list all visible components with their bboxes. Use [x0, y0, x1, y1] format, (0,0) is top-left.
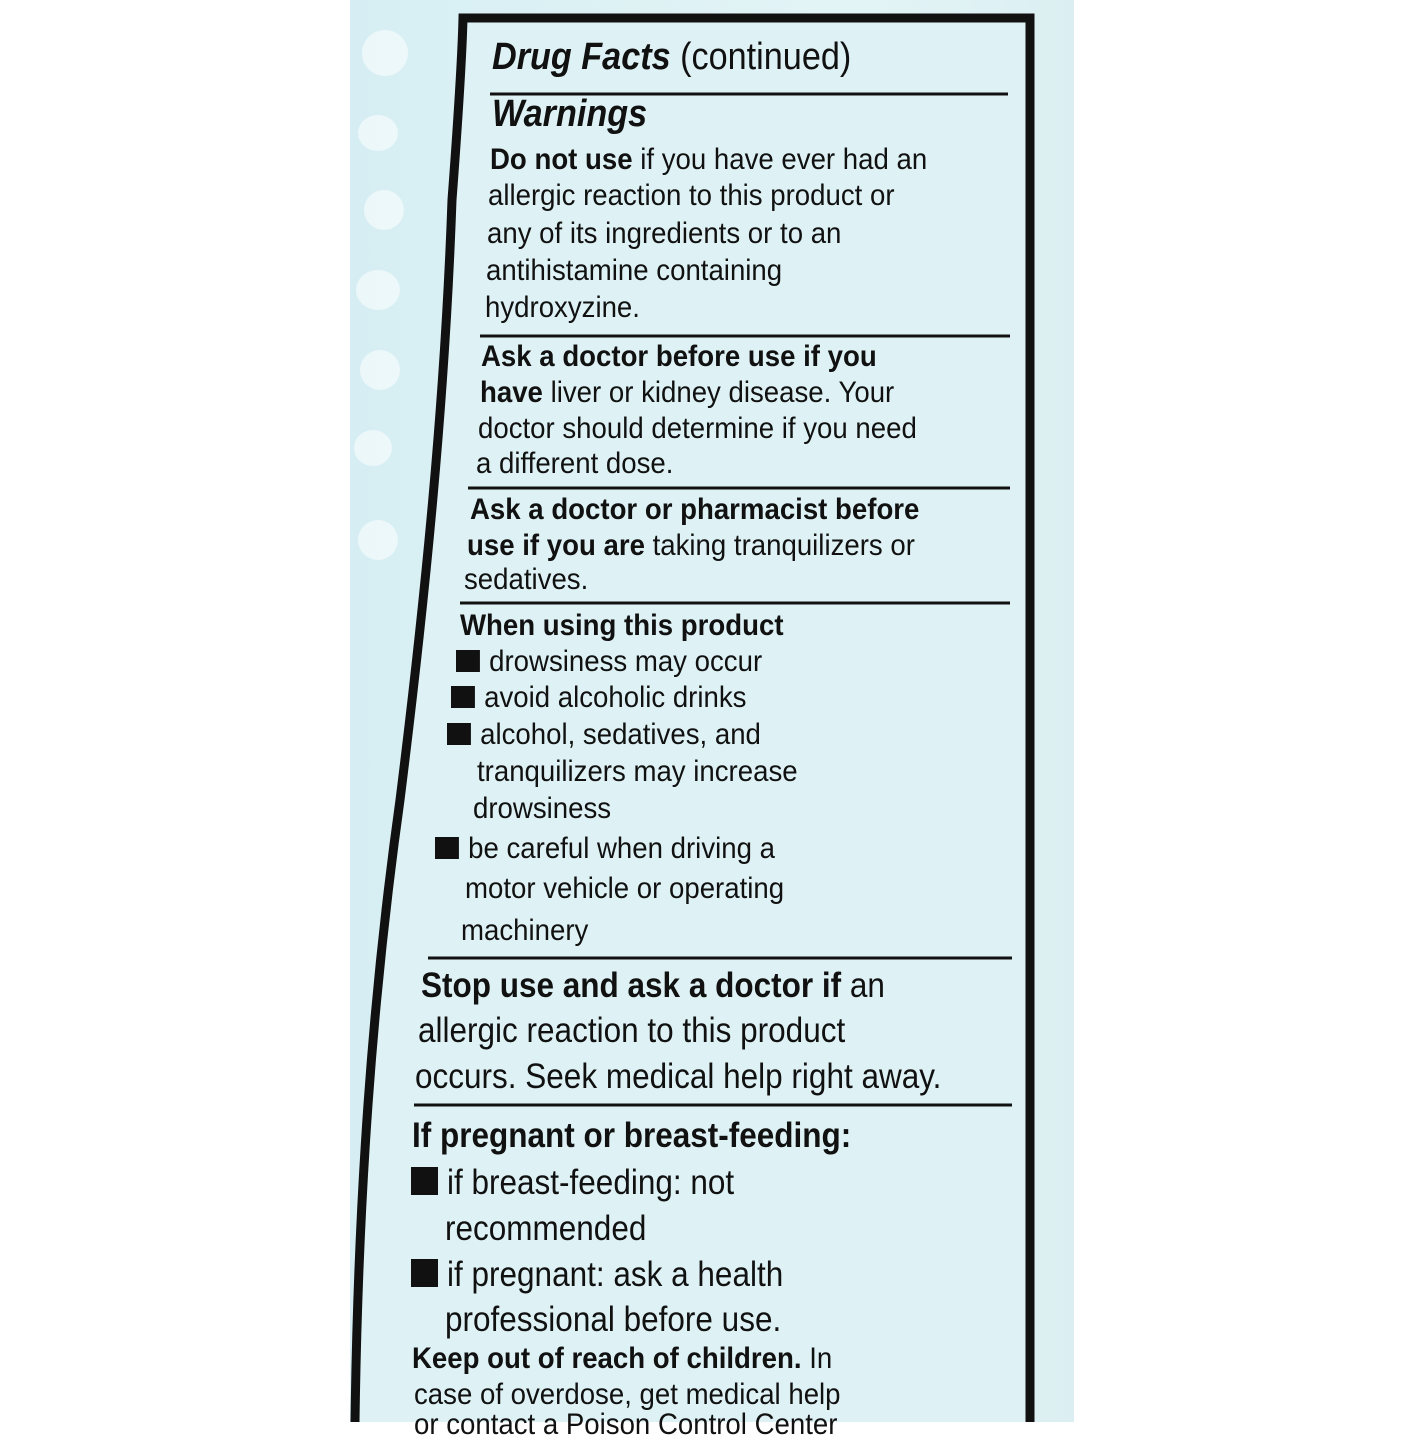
square-bullet-icon: [435, 837, 459, 859]
ask-pharmacist-line-2: [467, 529, 915, 563]
stop-use-an: an: [841, 966, 885, 1005]
square-bullet-icon: [447, 723, 471, 745]
ask-doctor-have: have: [480, 376, 543, 409]
square-bullet-icon: [456, 650, 480, 672]
when-using-heading: When using this product: [460, 609, 784, 642]
stop-use-line-1: [421, 966, 885, 1006]
pregnant-item-1-text: if breast-feeding: not: [447, 1163, 735, 1202]
keep-out-lead: Keep out of reach of children.: [412, 1342, 802, 1375]
ask-doctor-line-4: a different dose.: [476, 447, 674, 480]
do-not-use-line-4: antihistamine containing: [486, 254, 783, 287]
keep-out-line-2: case of overdose, get medical help: [414, 1378, 841, 1411]
ask-doctor-line-1: Ask a doctor before use if you: [481, 340, 877, 373]
ask-pharmacist-taking: taking tranquilizers or: [644, 529, 915, 562]
stop-use-lead: Stop use and ask a doctor if: [421, 966, 842, 1005]
stop-use-line-3: occurs. Seek medical help right away.: [415, 1057, 942, 1096]
title-continued: (continued): [680, 36, 852, 78]
ask-doctor-line-2: [480, 376, 894, 410]
do-not-use-lead: Do not use: [490, 143, 633, 176]
do-not-use-line-2: allergic reaction to this product or: [488, 179, 895, 212]
when-using-item-3: [447, 718, 761, 752]
when-using-item-3-line-3: drowsiness: [473, 792, 612, 825]
when-using-item-4-line-3: machinery: [461, 914, 589, 947]
when-using-item-3-text: alcohol, sedatives, and: [480, 718, 761, 751]
pregnant-item-1: [411, 1163, 734, 1203]
do-not-use-line-3: any of its ingredients or to an: [487, 217, 842, 250]
ask-pharmacist-line-1: Ask a doctor or pharmacist before: [470, 493, 920, 526]
when-using-item-4-line-2: motor vehicle or operating: [465, 872, 785, 905]
ask-doctor-line-3: doctor should determine if you need: [478, 412, 917, 445]
pregnant-heading: If pregnant or breast-feeding:: [412, 1116, 852, 1155]
ask-pharmacist-lead: use if you are: [467, 529, 645, 562]
when-using-item-3-line-2: tranquilizers may increase: [477, 755, 798, 788]
stop-use-line-2: allergic reaction to this product: [418, 1011, 846, 1050]
when-using-item-4: [435, 832, 775, 866]
page-title: [492, 36, 851, 79]
keep-out-in: In: [801, 1342, 833, 1375]
do-not-use-line-5: hydroxyzine.: [485, 291, 640, 324]
square-bullet-icon: [451, 686, 475, 708]
when-using-item-2: [451, 681, 746, 715]
when-using-item-2-text: avoid alcoholic drinks: [484, 681, 747, 714]
warnings-heading: Warnings: [492, 93, 648, 135]
keep-out-line-1: [412, 1342, 832, 1376]
pregnant-item-1-line-2: recommended: [445, 1209, 647, 1248]
pregnant-item-2: [411, 1255, 783, 1295]
ask-doctor-disease: liver or kidney disease. Your: [542, 376, 895, 409]
do-not-use-line-1: [490, 143, 927, 177]
do-not-use-text: if you have ever had an: [632, 143, 928, 176]
when-using-item-1-text: drowsiness may occur: [489, 645, 763, 678]
pregnant-item-2-text: if pregnant: ask a health: [447, 1255, 784, 1294]
ask-pharmacist-line-3: sedatives.: [464, 563, 589, 596]
when-using-item-4-text: be careful when driving a: [468, 832, 775, 865]
square-bullet-icon: [411, 1259, 438, 1287]
square-bullet-icon: [411, 1167, 438, 1195]
pregnant-item-2-line-2: professional before use.: [445, 1300, 782, 1339]
keep-out-line-3: or contact a Poison Control Center: [414, 1408, 838, 1441]
title-bold: Drug Facts: [492, 36, 671, 78]
when-using-item-1: [456, 645, 762, 679]
